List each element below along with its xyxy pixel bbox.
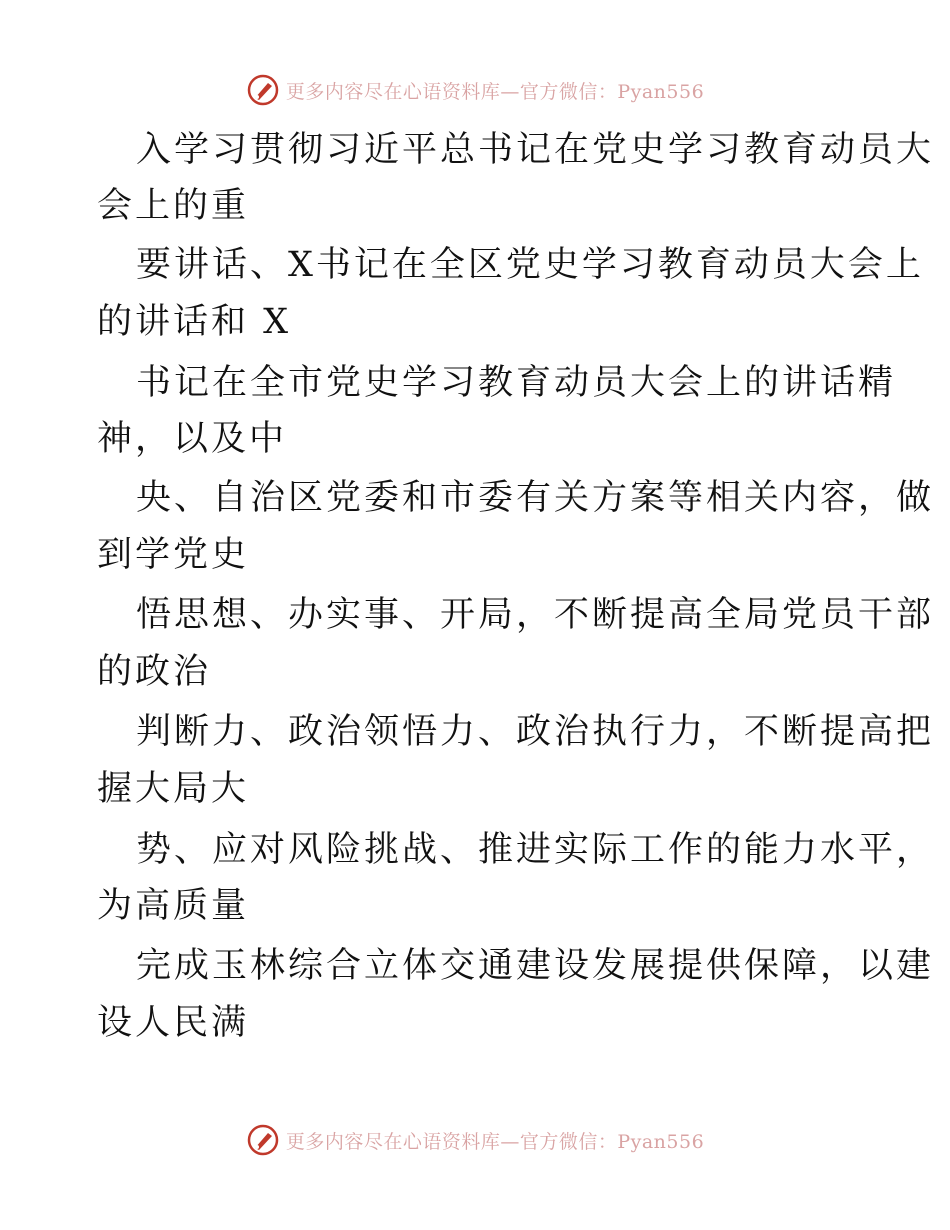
text-line: 为高质量 (97, 886, 250, 926)
text-line: 的讲话和 X (97, 302, 292, 342)
text-line: 入学习贯彻习近平总书记在党史学习教育动员大 (136, 130, 935, 170)
text-line: 到学党史 (97, 535, 250, 575)
text-line: 会上的重 (97, 186, 250, 226)
text-line: 悟思想、办实事、开局，不断提高全局党员干部 (136, 595, 935, 635)
text-line: 完成玉林综合立体交通建设发展提供保障，以建 (136, 946, 935, 986)
text-line: 设人民满 (97, 1003, 250, 1043)
text-line: 书记在全市党史学习教育动员大会上的讲话精 (136, 363, 897, 403)
header-watermark (0, 70, 950, 110)
text-line: 势、应对风险挑战、推进实际工作的能力水平， (136, 830, 935, 870)
watermark-text: 更多内容尽在心语资料库—官方微信：Pyan556 (285, 1130, 705, 1153)
pen-seal-icon (246, 73, 280, 107)
pen-seal-icon (246, 1123, 280, 1157)
watermark-text: 更多内容尽在心语资料库—官方微信：Pyan556 (285, 80, 705, 103)
text-line: 神，以及中 (97, 419, 288, 459)
text-line: 的政治 (97, 652, 212, 692)
text-line: 央、自治区党委和市委有关方案等相关内容，做 (136, 478, 935, 518)
footer-watermark (0, 1120, 950, 1160)
text-line: 判断力、政治领悟力、政治执行力，不断提高把 (136, 712, 935, 752)
text-line: 握大局大 (97, 769, 250, 809)
text-line: 要讲话、X书记在全区党史学习教育动员大会上 (136, 245, 924, 285)
